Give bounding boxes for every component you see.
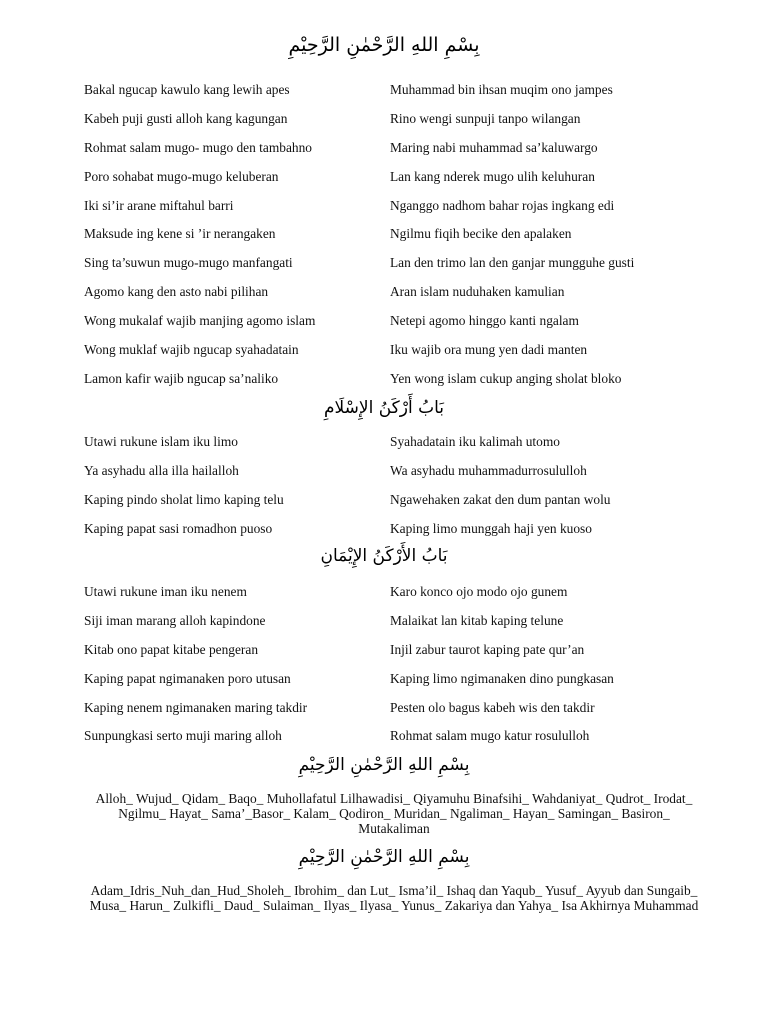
verse-row: [84, 613, 704, 642]
verse-row: [84, 492, 704, 521]
verse-right-line: Rohmat salam mugo katur rosululloh: [390, 728, 590, 744]
verse-left-line: Sing ta’suwun mugo-mugo manfangati: [84, 255, 293, 271]
basmala-heading-2: بِسْمِ اللهِ الرَّحْمٰنِ الرَّحِيْمِ: [298, 755, 470, 775]
verse-right-line: Syahadatain iku kalimah utomo: [390, 434, 560, 449]
verse-right-line: Lan kang nderek mugo ulih keluhuran: [390, 168, 595, 184]
verse-right-line: Ngilmu fiqih becike den apalaken: [390, 226, 572, 242]
verse-left-line: Kaping papat sasi romadhon puoso: [84, 520, 273, 536]
verse-row: [84, 226, 704, 255]
verse-right-line: Ngawehaken zakat den dum pantan wolu: [390, 491, 611, 507]
verse-right-line: Wa asyhadu muhammadurrosululloh: [390, 462, 587, 478]
verse-row: [84, 642, 704, 671]
nabi-paragraph: Adam_Idris_Nuh_dan_Hud_Sholeh_ Ibrohim_ dan Lut_ Isma’il_ Ishaq dan Yaqub_ Yusuf_ Ayyub dan Sungaib_ Musa_ Harun_ Zulkifli_ Daud_ Sulaiman_ Ilyas_ Ilyasa_ Yunus_ Zakariya dan Yahya_ Isa Akhirnya Muhammad: [89, 883, 699, 913]
verse-left-line: Agomo kang den asto nabi pilihan: [84, 284, 269, 300]
bab-arkan-iman-heading: بَابُ الأَرْكَنُ الإِيْمَانِ: [320, 546, 448, 566]
verse-row: [84, 700, 704, 729]
verse-row: [84, 371, 704, 400]
basmala-heading: بِسْمِ اللهِ الرَّحْمٰنِ الرَّحِيْمِ: [288, 34, 480, 56]
verse-block-intro: [84, 82, 704, 400]
basmala-heading-3: بِسْمِ اللهِ الرَّحْمٰنِ الرَّحِيْمِ: [298, 847, 470, 867]
verse-right-line: Pesten olo bagus kabeh wis den takdir: [390, 699, 595, 715]
verse-row: [84, 82, 704, 111]
verse-right-line: Iku wajib ora mung yen dadi manten: [390, 342, 588, 358]
bab-arkan-islam-heading: بَابُ أَرْكَنُ الإِسْلَامِ: [323, 398, 445, 418]
verse-left-line: Lamon kafir wajib ngucap sa’naliko: [84, 370, 279, 386]
verse-block-rukun-islam: [84, 434, 704, 550]
sifat-paragraph: Alloh_ Wujud_ Qidam_ Baqo_ Muhollafatul Lilhawadisi_ Qiyamuhu Binafsihi_ Wahdaniyat_ Qudrot_ Irodat_ Ngilmu_ Hayat_ Sama’_Basor_ Kalam_ Qodiron_ Muridan_ Ngaliman_ Hayan_ Samingan_ Basiron_ Mutakaliman: [95, 791, 693, 836]
verse-right-line: Malaikat lan kitab kaping telune: [390, 612, 564, 628]
verse-left-line: Wong mukalaf wajib manjing agomo islam: [84, 313, 316, 329]
verse-left-line: Maksude ing kene si ’ir nerangaken: [84, 226, 276, 242]
verse-right-line: Maring nabi muhammad sa’kaluwargo: [390, 139, 598, 155]
verse-right-line: Injil zabur taurot kaping pate qur’an: [390, 641, 585, 657]
verse-block-rukun-iman: [84, 584, 704, 757]
verse-left-line: Ya asyhadu alla illa hailalloh: [84, 462, 239, 478]
verse-left-line: Sunpungkasi serto muji maring alloh: [84, 728, 282, 744]
verse-left-line: Iki si’ir arane miftahul barri: [84, 197, 234, 213]
verse-right-line: Kaping limo munggah haji yen kuoso: [390, 520, 592, 536]
verse-row: [84, 284, 704, 313]
verse-right-line: Muhammad bin ihsan muqim ono jampes: [390, 82, 613, 97]
verse-row: [84, 313, 704, 342]
verse-left-line: Rohmat salam mugo- mugo den tambahno: [84, 139, 312, 155]
verse-right-line: Yen wong islam cukup anging sholat bloko: [390, 370, 622, 386]
verse-left-line: Utawi rukune islam iku limo: [84, 434, 238, 449]
verse-right-line: Rino wengi sunpuji tanpo wilangan: [390, 110, 581, 126]
verse-left-line: Kaping nenem ngimanaken maring takdir: [84, 699, 308, 715]
verse-left-line: Bakal ngucap kawulo kang lewih apes: [84, 82, 290, 97]
verse-row: [84, 671, 704, 700]
verse-left-line: Poro sohabat mugo-mugo keluberan: [84, 168, 279, 184]
verse-row: [84, 140, 704, 169]
verse-row: [84, 463, 704, 492]
verse-right-line: Kaping limo ngimanaken dino pungkasan: [390, 670, 614, 686]
verse-left-line: Kabeh puji gusti alloh kang kagungan: [84, 110, 288, 126]
verse-row: [84, 342, 704, 371]
verse-right-line: Aran islam nuduhaken kamulian: [390, 284, 565, 300]
verse-row: [84, 198, 704, 227]
verse-left-line: Kitab ono papat kitabe pengeran: [84, 641, 259, 657]
verse-row: [84, 111, 704, 140]
verse-row: [84, 434, 704, 463]
verse-right-line: Netepi agomo hinggo kanti ngalam: [390, 313, 579, 329]
verse-left-line: Siji iman marang alloh kapindone: [84, 612, 266, 628]
verse-right-line: Karo konco ojo modo ojo gunem: [390, 584, 568, 599]
verse-left-line: Utawi rukune iman iku nenem: [84, 584, 247, 599]
verse-row: [84, 255, 704, 284]
verse-left-line: Kaping papat ngimanaken poro utusan: [84, 670, 291, 686]
verse-left-line: Wong muklaf wajib ngucap syahadatain: [84, 342, 299, 358]
verse-row: [84, 169, 704, 198]
verse-left-line: Kaping pindo sholat limo kaping telu: [84, 491, 284, 507]
verse-row: [84, 728, 704, 757]
verse-row: [84, 584, 704, 613]
verse-right-line: Lan den trimo lan den ganjar mungguhe gusti: [390, 255, 635, 271]
verse-right-line: Nganggo nadhom bahar rojas ingkang edi: [390, 197, 615, 213]
